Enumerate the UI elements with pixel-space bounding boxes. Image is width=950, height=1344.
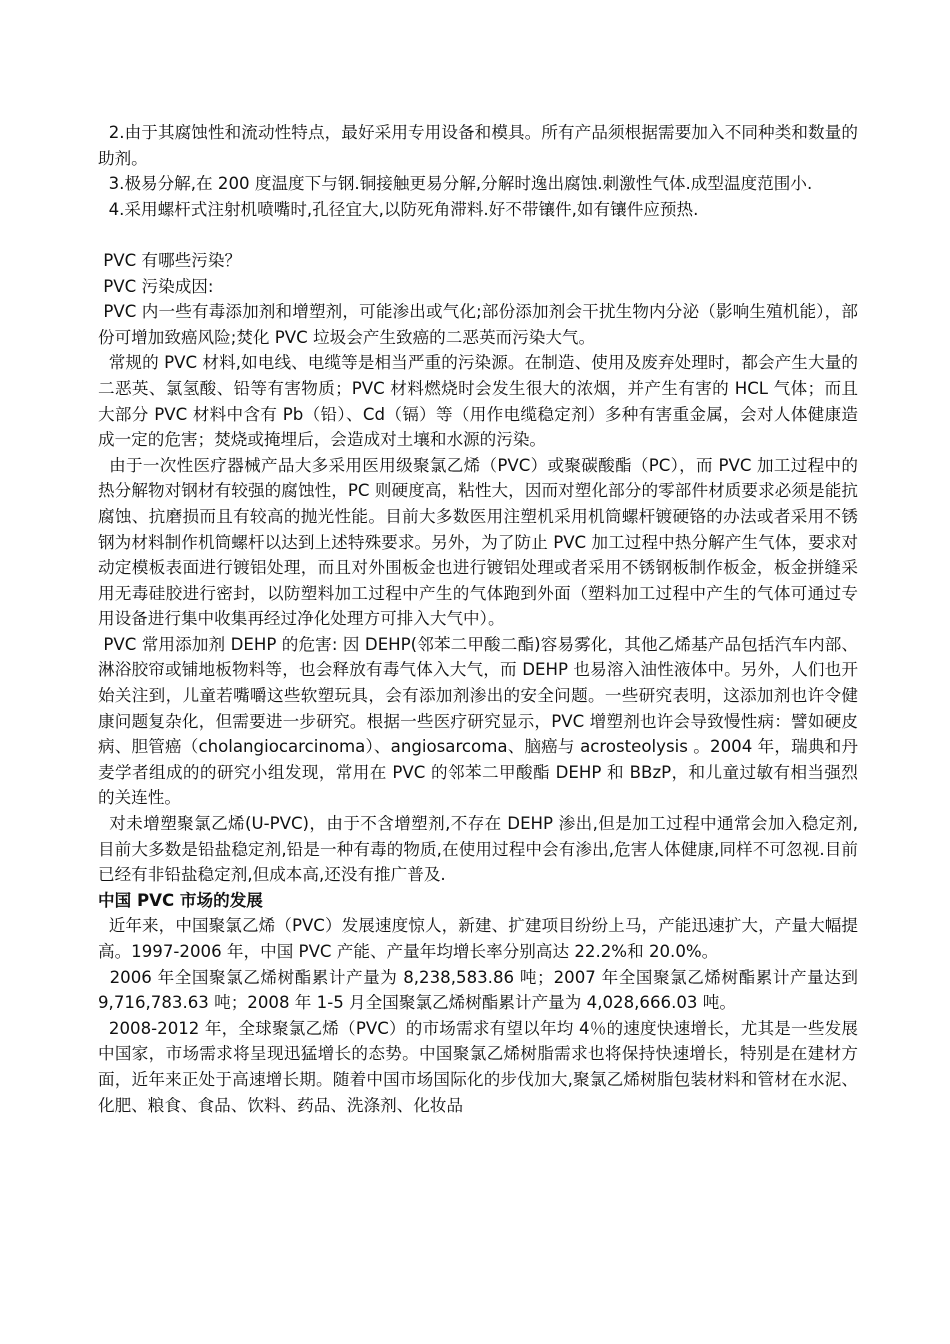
paragraph-demand-outlook: 2008-2012 年，全球聚氯乙烯（PVC）的市场需求有望以年均 4％的速度快速增长，尤其是一些发展中国家，市场需求将呈现迅猛增长的态势。中国聚氯乙烯树脂需求也将保持快速增长，特别是在建材方面，近年来正处于高速增长期。随着中国市场国际化的步伐加大,聚氯乙烯树脂包装材料和管材在水泥、化肥、粮食、食品、饮料、药品、洗涤剂、化妆品: [98, 1018, 858, 1115]
blank-line: [98, 222, 858, 248]
paragraph-item-3: 3.极易分解,在 200 度温度下与钢.铜接触更易分解,分解时逸出腐蚀.刺激性气体.成型温度范围小.: [98, 174, 813, 194]
paragraph-pollution-source: 常规的 PVC 材料,如电线、电缆等是相当严重的污染源。在制造、使用及废弃处理时，都会产生大量的二恶英、氯氢酸、铅等有害物质；PVC 材料燃烧时会发生很大的浓烟，并产生有害的 HCL 气体；而且大部分 PVC 材料中含有 Pb（铅）、Cd（镉）等（用作电缆稳定剂）多种有害重金属，会对人体健康造成一定的危害；焚烧或掩埋后，会造成对土壤和水源的污染。: [98, 353, 858, 450]
document-page: [98, 120, 864, 1118]
paragraph-upvc: 对未增塑聚氯乙烯(U-PVC)，由于不含增塑剂,不存在 DEHP 渗出,但是加工过程中通常会加入稳定剂,目前大多数是铅盐稳定剂,铅是一种有毒的物质,在使用过程中会有渗出,危害人体健康,同样不可忽视.目前已经有非铅盐稳定剂,但成本高,还没有推广普及.: [98, 814, 858, 885]
paragraph-production-figures: 2006 年全国聚氯乙烯树酯累计产量为 8,238,583.86 吨；2007 年全国聚氯乙烯树酯累计产量达到 9,716,783.63 吨；2008 年 1-5 月全国聚氯乙烯树酯累计产量为 4,028,666.03 吨。: [98, 967, 864, 1013]
paragraph-question: PVC 有哪些污染？: [98, 250, 242, 270]
paragraph-cause-title: PVC 污染成因:: [98, 276, 214, 296]
paragraph-item-4: 4.采用螺杆式注射机喷嘴时,孔径宜大,以防死角滞料.好不带镶件,如有镶件应预热.: [98, 199, 699, 219]
section-heading: 中国 PVC 市场的发展: [98, 890, 263, 910]
paragraph-market-growth: 近年来，中国聚氯乙烯（PVC）发展速度惊人，新建、扩建项目纷纷上马，产能迅速扩大，产量大幅提高。1997-2006 年，中国 PVC 产能、产量年均增长率分别高达 22.2%和 20.0%。: [98, 916, 858, 961]
paragraph-toxic-additives: PVC 内一些有毒添加剂和增塑剂，可能渗出或气化;部份添加剂会干扰生物内分泌（影响生殖机能），部份可增加致癌风险;焚化 PVC 垃圾会产生致癌的二恶英而污染大气。: [98, 302, 858, 347]
paragraph-item-2: 2.由于其腐蚀性和流动性特点，最好采用专用设备和模具。所有产品须根据需要加入不同种类和数量的助剂。: [98, 123, 858, 168]
paragraph-dehp-hazard: PVC 常用添加剂 DEHP 的危害: 因 DEHP(邻苯二甲酸二酯)容易雾化，其他乙烯基产品包括汽车内部、淋浴胶帘或铺地板物料等，也会释放有毒气体入大气，而 DEHP 也易溶入油性液体中。另外，人们也开始关注到，儿童若嘴嚼这些软塑玩具，会有添加剂渗出的安全问题。一些研究表明，这添加剂也许令健康问题复杂化，但需要进一步研究。根据一些医疗研究显示，PVC 增塑剂也许会导致慢性病：譬如硬皮病、胆管癌（cholangiocarcinoma）、angiosarcoma、脑癌与 acrosteolysis 。2004 年，瑞典和丹麦学者组成的的研究小组发现，常用在 PVC 的邻苯二甲酸酯 DEHP 和 BBzP，和儿童过敏有相当强烈的关连性。: [98, 634, 858, 808]
paragraph-medical-devices: 由于一次性医疗器械产品大多采用医用级聚氯乙烯（PVC）或聚碳酸酯（PC），而 PVC 加工过程中的热分解物对钢材有较强的腐蚀性，PC 则硬度高，粘性大，因而对塑化部分的零部件材质要求必须是能抗腐蚀、抗磨损而且有较高的抛光性能。目前大多数医用注塑机采用机筒螺杆镀硬铬的办法或者采用不锈钢为材料制作机筒螺杆以达到上述特殊要求。另外，为了防止 PVC 加工过程中热分解产生气体，要求对动定模板表面进行镀铝处理，而且对外围板金也进行镀铝处理或者采用不锈钢板制作板金，板金拼缝采用无毒硅胶进行密封，以防塑料加工过程中产生的气体跑到外面（塑料加工过程中产生的气体可通过专用设备进行集中收集再经过净化处理方可排入大气中）。: [98, 455, 858, 629]
